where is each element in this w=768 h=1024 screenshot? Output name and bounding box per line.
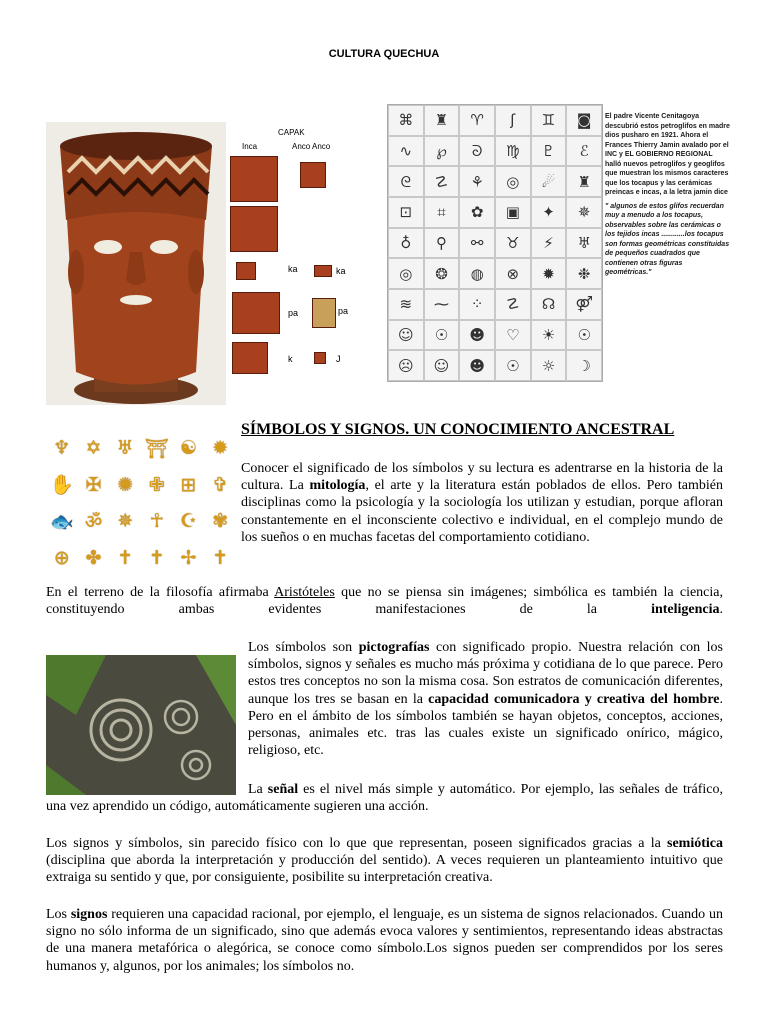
- spiral-petroglyph-photo: [46, 655, 236, 795]
- petroglyph-icon: ♊: [531, 105, 567, 136]
- petroglyph-icon: ⚲: [424, 228, 460, 259]
- paragraph-semiotica: [46, 835, 723, 887]
- symbol-icon: ✙: [148, 473, 165, 496]
- petroglyph-icon: ≋: [388, 289, 424, 320]
- p4-text-c: es el nivel más simple y automático. Por ejemplo, las señales de tráfico, una vez aprendido un código, automáticamente sugieren una acción.: [46, 782, 723, 815]
- symbol-icon: ✝: [212, 546, 229, 569]
- symbol-icon: ⊕: [53, 546, 70, 569]
- p5-bold-semiotica: semiótica: [667, 836, 723, 851]
- capak-col-anco: Anco Anco: [292, 142, 331, 151]
- petroglyph-icon: ⚘: [459, 166, 495, 197]
- symbol-icon: ✺: [117, 473, 134, 496]
- quechua-vessel-image: [46, 122, 226, 405]
- petroglyph-icon: ☹: [388, 350, 424, 381]
- religious-symbols-grid: [46, 430, 236, 576]
- symbol-icon: ✢: [180, 546, 197, 569]
- p3-bold-capacidad: capacidad comunicadora y creativa del hombre: [428, 691, 720, 707]
- paragraph-aristoteles: [46, 584, 723, 618]
- capak-tile-j-right: [314, 352, 326, 364]
- petroglyph-caption-main: El padre Vicente Cenitagoya descubrió estos petroglifos en madre dios pusharo en 1921. Ahora el Frances Thierry Jamin avalado por el INC y EL GOBIERNO REGIONAL halló nuevos petroglifos y geoglifos que muestran los mismos caracteres que los tocapus y las cerámicas preincas e incas, a la letra jamin dice: [605, 113, 730, 196]
- symbol-icon: ♆: [53, 437, 71, 460]
- petroglyph-icon: ☻: [459, 320, 495, 351]
- petroglyph-icon: ⁓: [424, 289, 460, 320]
- p2-text-e: .: [719, 602, 723, 618]
- capak-label-k-left: k: [288, 354, 293, 364]
- petroglyph-icon: ♜: [424, 105, 460, 136]
- petroglyph-icon: ∿: [388, 136, 424, 167]
- petroglyph-icon: ♍: [495, 136, 531, 167]
- symbol-icon: ✾: [212, 510, 229, 533]
- capak-label-ka-right: ka: [336, 266, 346, 276]
- petroglyph-icon: ⚯: [459, 228, 495, 259]
- p1-text-a: Conocer el significado de los símbolos y su lectura es adentrarse en la historia de la cultura. La: [241, 461, 723, 494]
- symbol-icon: ☥: [149, 510, 164, 533]
- petroglyph-icon: ⊗: [495, 258, 531, 289]
- p3-text-c: con significado propio. Nuestra relación con los símbolos, signos y señales es mucho más próxima y cotidiana de lo que parece. Pero estos tres conceptos no son la misma cosa. Son estratos de comunicación diferentes, aunque los tres se basan en la: [248, 640, 723, 707]
- symbol-icon: ॐ: [84, 511, 103, 534]
- symbol-icon: ✝: [117, 546, 134, 569]
- paragraph-signos: [46, 906, 723, 975]
- petroglyph-icon: ʃ: [495, 105, 531, 136]
- capak-label-pa-right: pa: [338, 306, 349, 316]
- capak-tile-k-left: [232, 342, 268, 374]
- capak-label-j-right: J: [336, 354, 341, 364]
- petroglyph-icon: ☽: [566, 350, 602, 381]
- petroglyph-caption-quote: " algunos de estos glifos recuerdan muy a menudo a los tocapus, observables sobre las cerámicas o los tejidos incas ............los tocapus son formas geométricas constituidas de pequeños cuadrados que contienen otras figuras geométricas.": [605, 202, 730, 276]
- symbol-icon: ✵: [117, 510, 134, 533]
- p3-text-e: . Pero en el ámbito de los símbolos también se hayan objetos, conceptos, acciones, personas, animales etc. tras las cuales existe un significado onírico, mágico, religioso, etc.: [248, 691, 724, 759]
- petroglyph-icon: ◎: [495, 166, 531, 197]
- petroglyph-table-image: [387, 104, 603, 382]
- petroglyph-icon: ⌘: [388, 105, 424, 136]
- capak-col-inca: Inca: [242, 142, 258, 151]
- petroglyph-caption: [605, 112, 730, 278]
- petroglyph-icon: ♅: [566, 228, 602, 259]
- petroglyph-icon: ♇: [531, 136, 567, 167]
- capak-tile-ka-left: [236, 262, 256, 280]
- petroglyph-icon: ℰ: [566, 136, 602, 167]
- p1-text-c: , el arte y la literatura están poblados de ellos. Pero también disciplinas como la psicología y la sociología los utilizan y estudian, porque afloran constantemente en el inconsciente colectivo e individual, en el complejo mundo de los sueños o en muchas facetas del comportamiento cotidiano.: [241, 478, 723, 545]
- petroglyph-icon: ☡: [424, 166, 460, 197]
- petroglyph-icon: ▣: [495, 197, 531, 228]
- p6-bold-signos: signos: [70, 907, 108, 922]
- petroglyph-icon: ℘: [424, 136, 460, 167]
- petroglyph-icon: ♈: [459, 105, 495, 136]
- petroglyph-icon: ✦: [531, 197, 567, 228]
- p3-bold-pictografias: pictografías: [358, 640, 430, 655]
- petroglyph-icon: ◍: [459, 258, 495, 289]
- petroglyph-icon: ☉: [566, 320, 602, 351]
- p4-bold-senal: señal: [267, 782, 299, 797]
- petroglyph-icon: ☀: [531, 320, 567, 351]
- petroglyph-icon: ☉: [495, 350, 531, 381]
- paragraph-intro: [241, 460, 723, 546]
- capak-glyph-chart: [228, 122, 376, 382]
- capak-tile-pa-right: [312, 298, 336, 328]
- petroglyph-icon: ✿: [459, 197, 495, 228]
- petroglyph-icon: ☉: [424, 320, 460, 351]
- petroglyph-icon: ✵: [566, 197, 602, 228]
- capak-tile-inca-2: [230, 206, 278, 252]
- capak-label-pa-left: pa: [288, 308, 299, 318]
- symbol-icon: ✹: [212, 437, 229, 460]
- petroglyph-icon: ☼: [531, 350, 567, 381]
- p3-text-a: Los símbolos son: [248, 640, 359, 655]
- symbol-icon: ✡: [85, 437, 102, 460]
- petroglyph-icon: ☻: [459, 350, 495, 381]
- petroglyph-icon: ⊡: [388, 197, 424, 228]
- capak-tile-anco-1: [300, 162, 326, 188]
- petroglyph-icon: ☺: [424, 350, 460, 381]
- paragraph-pictografias: [248, 639, 723, 759]
- petroglyph-icon: ◙: [566, 105, 602, 136]
- aristoteles-link[interactable]: Aristóteles: [274, 585, 335, 600]
- petroglyph-icon: ♜: [566, 166, 602, 197]
- petroglyph-icon: ☺: [388, 320, 424, 351]
- petroglyph-icon: ✹: [531, 258, 567, 289]
- capak-tile-pa-left: [232, 292, 280, 334]
- symbol-icon: ♅: [116, 437, 134, 460]
- p4-text-a: La: [248, 782, 268, 797]
- petroglyph-icon: ❂: [424, 258, 460, 289]
- petroglyph-icon: ⚡: [531, 228, 567, 259]
- petroglyph-icon: ⚤: [566, 289, 602, 320]
- symbol-icon: ✠: [85, 473, 102, 496]
- symbol-icon: ☪: [179, 510, 198, 533]
- symbol-icon: ☯: [179, 437, 198, 460]
- petroglyph-grid: [388, 105, 602, 381]
- capak-header: CAPAK: [278, 128, 305, 137]
- capak-tile-ka-right: [314, 265, 332, 277]
- p2-text-c: que no se piensa sin imágenes; simbólica es también la ciencia, constituyendo ambas evidentes manifestaciones de la: [46, 585, 723, 618]
- p1-bold-mitologia: mitología: [309, 478, 366, 494]
- petroglyph-icon: ᘓ: [388, 166, 424, 197]
- petroglyph-icon: ♁: [388, 228, 424, 259]
- capak-label-ka-left: ka: [288, 264, 298, 274]
- p5-text-a: Los signos y símbolos, sin parecido físico con lo que que representan, poseen significados gracias a la: [46, 836, 668, 851]
- symbol-icon: ✤: [85, 546, 102, 569]
- petroglyph-icon: ☡: [495, 289, 531, 320]
- petroglyph-icon: ♡: [495, 320, 531, 351]
- symbol-icon: ⊞: [180, 473, 197, 496]
- symbol-icon: ✋: [49, 474, 74, 497]
- symbol-icon: 🐟: [49, 510, 74, 533]
- p5-text-c: (disciplina que aborda la interpretación y producción del sentido). A veces requieren un planteamiento intuitivo que extraiga su sentido y que, por consiguiente, posibilite su interpretación creativa.: [46, 853, 723, 886]
- symbol-icon: ✞: [212, 473, 229, 496]
- p6-text-c: requieren una capacidad racional, por ejemplo, el lenguaje, es un sistema de signos relacionados. Cuando un signo no sólo informa de un significado, sino que además evoca valores y sentimientos, representando ideas abstractas de una manera metafórica o alegórica, se conoce como símbolo.Los signos pueden ser comprendidos por los seres humanos y, algunos, por los animales; los símbolos no.: [46, 907, 723, 974]
- petroglyph-icon: ⁘: [459, 289, 495, 320]
- petroglyph-icon: ᘐ: [459, 136, 495, 167]
- petroglyph-icon: ❉: [566, 258, 602, 289]
- petroglyph-icon: ⌗: [424, 197, 460, 228]
- p2-bold-inteligencia: inteligencia: [651, 602, 720, 618]
- petroglyph-icon: ◎: [388, 258, 424, 289]
- capak-tile-inca-1: [230, 156, 278, 202]
- petroglyph-icon: ☊: [531, 289, 567, 320]
- petroglyph-icon: ☄: [531, 166, 567, 197]
- paragraph-senal: [46, 781, 723, 815]
- page-title: CULTURA QUECHUA: [328, 48, 440, 60]
- symbol-icon: ✝: [148, 546, 165, 569]
- p2-text-a: En el terreno de la filosofía afirmaba: [46, 585, 275, 600]
- section-heading: SÍMBOLOS Y SIGNOS. UN CONOCIMIENTO ANCESTRAL: [241, 421, 675, 438]
- petroglyph-icon: ♉: [495, 228, 531, 259]
- symbol-icon: ⛩: [144, 437, 169, 460]
- p6-text-a: Los: [46, 907, 71, 922]
